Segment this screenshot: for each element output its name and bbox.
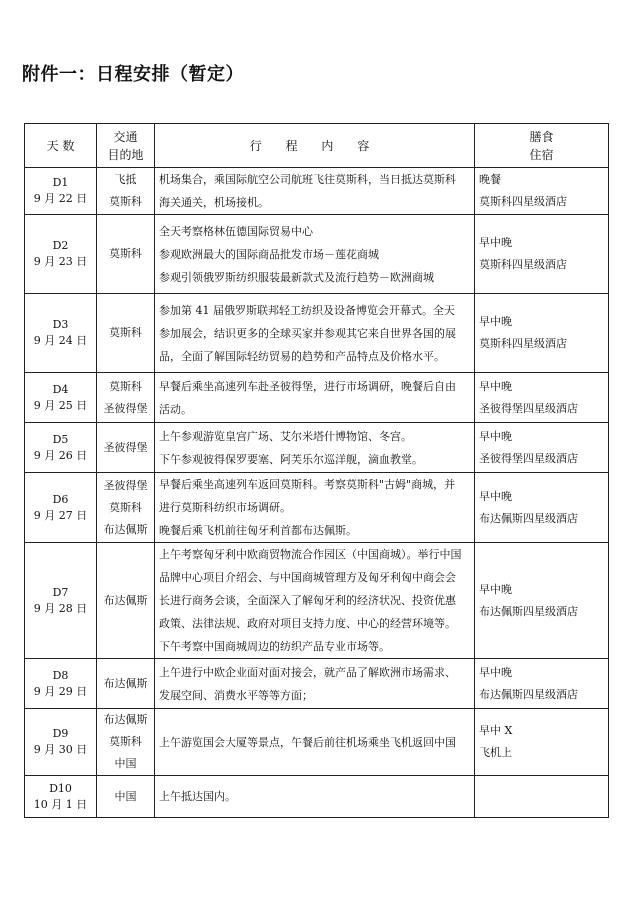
day-date: 9 月 29 日 [33, 684, 88, 698]
table-header-row [25, 124, 609, 168]
meals-lodging-cell [475, 776, 609, 818]
day-number: D1 [52, 176, 69, 189]
destination: 圣彼得堡 [103, 401, 148, 415]
day-cell [25, 168, 97, 215]
table-row [25, 709, 609, 776]
meals-lodging-cell [475, 373, 609, 423]
itinerary-line: 参观引领俄罗斯纺织服装最新款式及流行趋势－欧洲商城 [159, 270, 434, 284]
day-number: D8 [52, 668, 69, 682]
itinerary-line: 上午游览国会大厦等景点，午餐后前往机场乘坐飞机返回中国 [159, 735, 456, 749]
destination: 中国 [114, 789, 137, 803]
destination: 莫斯科 [109, 326, 142, 339]
itinerary-cell [155, 168, 475, 215]
header-transport-line: 交通 [113, 129, 138, 144]
itinerary-line: 参观欧洲最大的国际商品批发市场－莲花商城 [159, 247, 379, 261]
itinerary-cell [155, 215, 475, 294]
table-row [25, 776, 609, 818]
day-date: 9 月 24 日 [33, 334, 88, 347]
lodging: 圣彼得堡四星级酒店 [479, 401, 578, 415]
destination: 莫斯科 [109, 247, 142, 260]
page-title: 附件一：日程安排（暂定） [22, 64, 244, 85]
table-row [25, 473, 609, 543]
destination-cell [97, 776, 155, 818]
destination-cell [97, 423, 155, 473]
destination: 莫斯科 [109, 195, 142, 208]
destination-cell [97, 168, 155, 215]
lodging: 布达佩斯四星级酒店 [479, 604, 578, 618]
table-row [25, 168, 609, 215]
destination: 飞抵 [114, 173, 137, 186]
itinerary-line: 机场集合，乘国际航空公司航班飞往莫斯科，当日抵达莫斯科 [159, 173, 456, 186]
meals: 早中晚 [479, 665, 512, 679]
destination: 莫斯科 [109, 379, 142, 393]
meals: 早中晚 [479, 379, 512, 393]
lodging: 莫斯科四星级酒店 [479, 337, 567, 350]
header-transport [97, 124, 155, 168]
itinerary-line: 全天考察格林伍德国际贸易中心 [159, 224, 313, 238]
day-number: D6 [52, 492, 69, 506]
itinerary-line: 品牌中心项目介绍会、与中国商城管理方及匈牙利匈中商会会 [159, 571, 456, 584]
itinerary-line: 上午抵达国内。 [159, 790, 236, 803]
header-meals-line: 住宿 [529, 147, 554, 162]
itinerary-line: 政策、法律法规、政府对项目支持力度、中心的经营环境等。 [159, 617, 456, 630]
itinerary-line: 品，全面了解国际轻纺贸易的趋势和产品特点及价格水平。 [159, 349, 445, 363]
destination-cell [97, 659, 155, 709]
day-date: 9 月 30 日 [33, 743, 88, 756]
itinerary-cell [155, 373, 475, 423]
day-number: D10 [49, 781, 72, 795]
schedule-body [25, 168, 609, 818]
header-days: 天 数 [25, 124, 97, 168]
meals-lodging-cell [475, 168, 609, 215]
destination-cell [97, 473, 155, 543]
table-row [25, 423, 609, 473]
itinerary-line: 参加展会，结识更多的全球买家并参观其它来自世界各国的展 [159, 326, 456, 340]
destination-cell [97, 709, 155, 776]
header-transport-line: 目的地 [107, 147, 144, 162]
destination: 中国 [114, 757, 137, 770]
header-itinerary: 行 程 内 容 [155, 124, 475, 168]
day-number: D3 [52, 318, 69, 331]
table-row [25, 373, 609, 423]
meals: 早中晚 [479, 236, 512, 249]
lodging: 布达佩斯四星级酒店 [479, 687, 578, 701]
itinerary-line: 长进行商务会谈，全面深入了解匈牙利的经济状况、投资优惠 [159, 594, 456, 607]
day-cell [25, 659, 97, 709]
itinerary-cell [155, 473, 475, 543]
destination: 布达佩斯 [103, 593, 148, 607]
day-cell [25, 423, 97, 473]
meals: 早中晚 [479, 429, 512, 443]
meals-lodging-cell [475, 543, 609, 659]
day-cell [25, 709, 97, 776]
destination: 莫斯科 [109, 735, 142, 748]
meals-lodging-cell [475, 473, 609, 543]
day-cell [25, 776, 97, 818]
meals-lodging-cell [475, 709, 609, 776]
itinerary-line: 活动。 [159, 402, 192, 416]
header-meals [475, 124, 609, 168]
table-row [25, 543, 609, 659]
meals: 早中晚 [479, 489, 512, 503]
itinerary-line: 晚餐后乘飞机前往匈牙利首都布达佩斯。 [159, 524, 357, 537]
day-number: D2 [52, 239, 69, 252]
destination: 莫斯科 [109, 500, 142, 514]
day-number: D9 [52, 727, 69, 740]
destination: 圣彼得堡 [103, 478, 148, 492]
day-date: 9 月 28 日 [33, 601, 88, 615]
meals-lodging-cell [475, 659, 609, 709]
meals: 早中晚 [479, 582, 512, 596]
lodging: 布达佩斯四星级酒店 [479, 511, 578, 525]
itinerary-cell [155, 543, 475, 659]
destination: 布达佩斯 [103, 522, 148, 536]
day-number: D4 [52, 382, 69, 396]
itinerary-line: 海关通关，机场接机。 [159, 196, 269, 209]
itinerary-line: 上午考察匈牙利中欧商贸物流合作园区（中国商城）。举行中国 [159, 548, 462, 561]
meals: 早中 X [479, 724, 513, 737]
table-row [25, 659, 609, 709]
day-date: 9 月 25 日 [33, 398, 88, 412]
meals-lodging-cell [475, 423, 609, 473]
meals-lodging-cell [475, 215, 609, 294]
day-date: 9 月 23 日 [33, 255, 88, 268]
itinerary-line: 下午考察中国商城周边的纺织产品专业市场等。 [159, 640, 390, 653]
day-number: D5 [52, 432, 69, 446]
itinerary-line: 早餐后乘坐高速列车赴圣彼得堡，进行市场调研，晚餐后自由 [159, 379, 456, 393]
schedule-table [24, 123, 609, 818]
table-row [25, 294, 609, 373]
destination-cell [97, 543, 155, 659]
itinerary-cell [155, 294, 475, 373]
meals: 晚餐 [479, 173, 501, 186]
destination-cell [97, 215, 155, 294]
lodging: 莫斯科四星级酒店 [479, 258, 567, 271]
day-cell [25, 373, 97, 423]
itinerary-cell [155, 709, 475, 776]
destination: 布达佩斯 [103, 676, 148, 690]
lodging: 圣彼得堡四星级酒店 [479, 451, 578, 465]
day-cell [25, 543, 97, 659]
destination: 圣彼得堡 [103, 440, 148, 454]
meals: 早中晚 [479, 315, 512, 328]
table-row [25, 215, 609, 294]
lodging: 莫斯科四星级酒店 [479, 195, 567, 208]
day-number: D7 [52, 585, 69, 599]
day-cell [25, 473, 97, 543]
meals-lodging-cell [475, 294, 609, 373]
itinerary-line: 参加第 41 届俄罗斯联邦轻工纺织及设备博览会开幕式。全天 [159, 303, 455, 317]
destination-cell [97, 294, 155, 373]
day-cell [25, 215, 97, 294]
header-meals-line: 膳食 [529, 129, 554, 144]
itinerary-line: 上午进行中欧企业面对面对接会，就产品了解欧洲市场需求、 [159, 665, 456, 679]
itinerary-line: 下午参观彼得保罗要塞、阿芙乐尔巡洋舰，滴血教堂。 [159, 452, 423, 466]
itinerary-line: 上午参观游览皇宫广场、艾尔米塔什博物馆、冬宫。 [159, 429, 412, 443]
itinerary-cell [155, 776, 475, 818]
day-cell [25, 294, 97, 373]
itinerary-cell [155, 659, 475, 709]
day-date: 10 月 1 日 [33, 797, 88, 811]
day-date: 9 月 26 日 [33, 448, 88, 462]
itinerary-line: 发展空间、消费水平等等方面； [159, 688, 313, 702]
itinerary-line: 进行莫斯科纺织市场调研。 [159, 501, 291, 514]
itinerary-line: 早餐后乘坐高速列车返回莫斯科。考察莫斯科"古姆"商城，并 [159, 478, 456, 491]
day-date: 9 月 27 日 [33, 508, 88, 522]
lodging: 飞机上 [479, 746, 512, 759]
destination-cell [97, 373, 155, 423]
day-date: 9 月 22 日 [33, 192, 88, 205]
destination: 布达佩斯 [103, 713, 148, 726]
itinerary-cell [155, 423, 475, 473]
